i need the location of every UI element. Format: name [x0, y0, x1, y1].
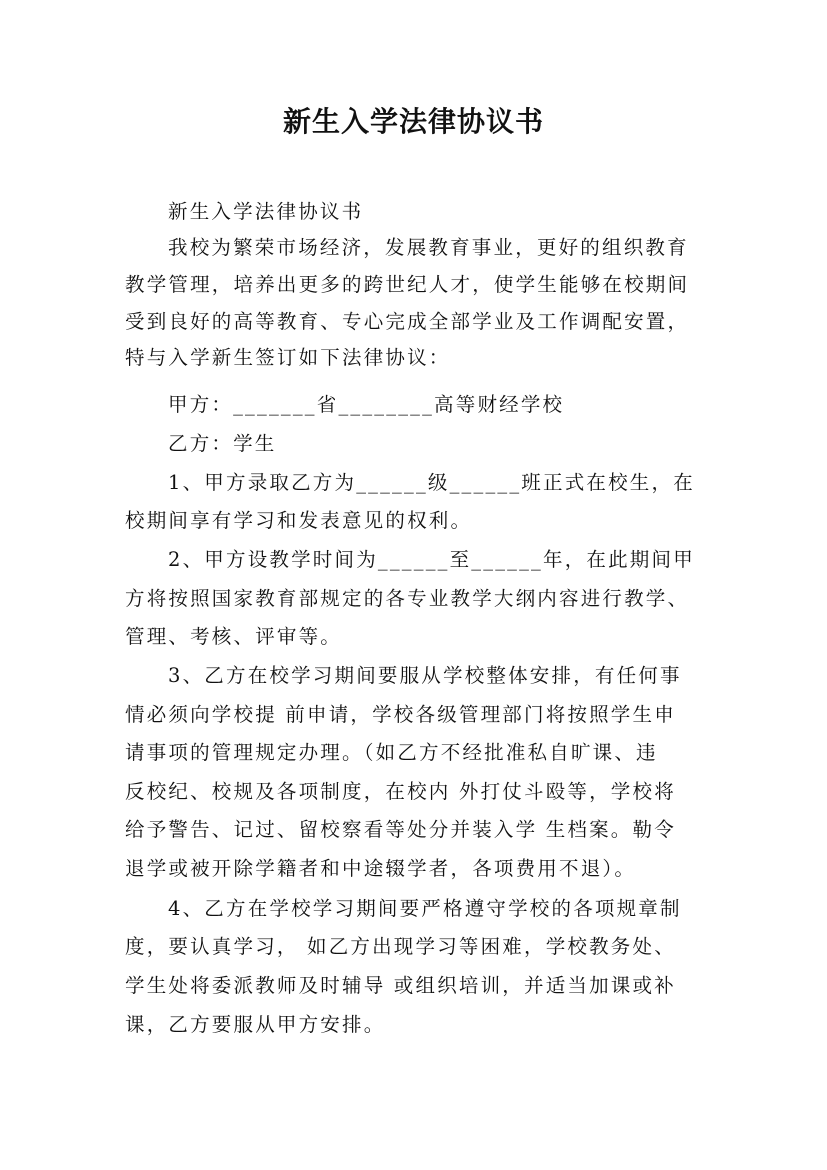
text-line: 给予警告、记过、留校察看等处分并装入学 生档案。勒令 [125, 818, 676, 841]
text-line: 特与入学新生签订如下法律协议： [125, 346, 451, 369]
text-line: 甲方：_______省________高等财经学校 [168, 393, 565, 416]
text-line: 乙方：学生 [168, 432, 277, 455]
text-line: 我校为繁荣市场经济，发展教育事业，更好的组织教育 [168, 236, 689, 259]
text-line: 情必须向学校提 前申请，学校各级管理部门将按照学生申 [125, 703, 676, 726]
text-line: 请事项的管理规定办理。（如乙方不经批准私自旷课、违 [125, 741, 658, 764]
text-line: 度，要认真学习， 如乙方出现学习等困难，学校教务处、 [125, 935, 676, 958]
text-line: 学生处将委派教师及时辅导 或组织培训，并适当加课或补 [125, 974, 676, 997]
text-line: 反校纪、校规及各项制度，在校内 外打仗斗殴等，学校将 [125, 780, 676, 803]
text-line: 方将按照国家教育部规定的各专业教学大纲内容进行教学、 [125, 587, 690, 610]
text-line: 1、甲方录取乙方为______级______班正式在校生，在 [168, 471, 695, 494]
document-title: 新生入学法律协议书 [282, 105, 544, 138]
text-line: 管理、考核、评审等。 [125, 625, 343, 648]
text-line: 校期间享有学习和发表意见的权利。 [125, 509, 473, 532]
text-line: 4、乙方在学校学习期间要严格遵守学校的各项规章制 [168, 897, 682, 920]
text-line: 退学或被开除学籍者和中途辍学者，各项费用不退）。 [125, 857, 637, 880]
text-line: 2、甲方设教学时间为______至______年，在此期间甲 [168, 548, 695, 571]
text-line: 教学管理，培养出更多的跨世纪人才，使学生能够在校期间 [125, 273, 690, 296]
text-line: 新生入学法律协议书 [168, 200, 364, 223]
text-line: 课，乙方要服从甲方安排。 [125, 1013, 386, 1036]
text-line: 受到良好的高等教育、专心完成全部学业及工作调配安置， [125, 310, 690, 333]
text-line: 3、乙方在校学习期间要服从学校整体安排，有任何事 [168, 664, 682, 687]
